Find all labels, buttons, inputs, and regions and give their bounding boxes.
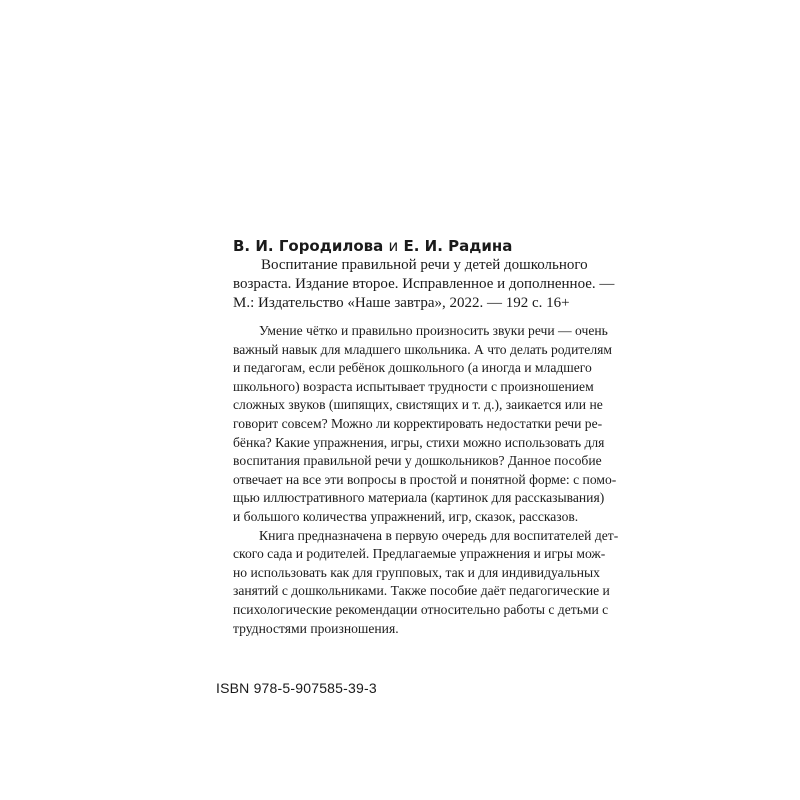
bibliographic-record (233, 236, 615, 313)
annotation-line: отвечает на все эти вопросы в простой и понятной форме: с помо- (233, 471, 617, 487)
annotation-line: воспитания правильной речи у дошкольников? Данное пособие (233, 453, 602, 469)
annotation-line: ского сада и родителей. Предлагаемые упражнения и игры мож- (233, 546, 606, 562)
annotation-paragraph-1 (233, 322, 617, 527)
annotation-line: щью иллюстративного материала (картинок для рассказывания) (233, 490, 605, 506)
annotation-line: Умение чётко и правильно произносить звуки речи — очень (259, 323, 608, 338)
annotation-line: трудностями произношения. (233, 620, 399, 636)
annotation-paragraph-2 (233, 527, 619, 639)
annotation-line: сложных звуков (шипящих, свистящих и т. д.), заикается или не (233, 397, 603, 413)
annotation-line: и большого количества упражнений, игр, сказок, рассказов. (233, 508, 579, 524)
bibliographic-description (233, 256, 615, 313)
annotation-line: и педагогам, если ребёнок дошкольного (а иногда и младшего (233, 360, 592, 376)
annotation-line: но использовать как для групповых, так и для индивидуальных (233, 564, 600, 580)
annotation-line: бёнка? Какие упражнения, игры, стихи можно использовать для (233, 434, 605, 450)
isbn: ISBN 978-5-907585-39-3 (216, 680, 377, 696)
bib-desc-line: Воспитание правильной речи у детей дошкольного (261, 257, 588, 273)
annotation-line: важный навык для младшего школьника. А что делать родителям (233, 341, 612, 357)
annotation-line: психологические рекомендации относительно работы с детьми с (233, 601, 609, 617)
annotation-line: занятий с дошкольниками. Также пособие даёт педагогические и (233, 583, 610, 599)
annotation-line: говорит совсем? Можно ли корректировать недостатки речи ре- (233, 415, 603, 431)
author-2: Е. И. Радина (403, 237, 513, 255)
annotation (233, 322, 619, 638)
authors-conjunction: и (388, 237, 399, 255)
annotation-line: школьного) возраста испытывает трудности с произношением (233, 378, 594, 394)
bib-desc-line: возраста. Издание второе. Исправленное и дополненное. — (233, 276, 615, 292)
bib-desc-line: М.: Издательство «Наше завтра», 2022. — 192 с. 16+ (233, 295, 570, 311)
authors-line (233, 236, 593, 256)
author-1: В. И. Городилова (233, 237, 384, 255)
annotation-line: Книга предназначена в первую очередь для воспитателей дет- (259, 527, 619, 543)
